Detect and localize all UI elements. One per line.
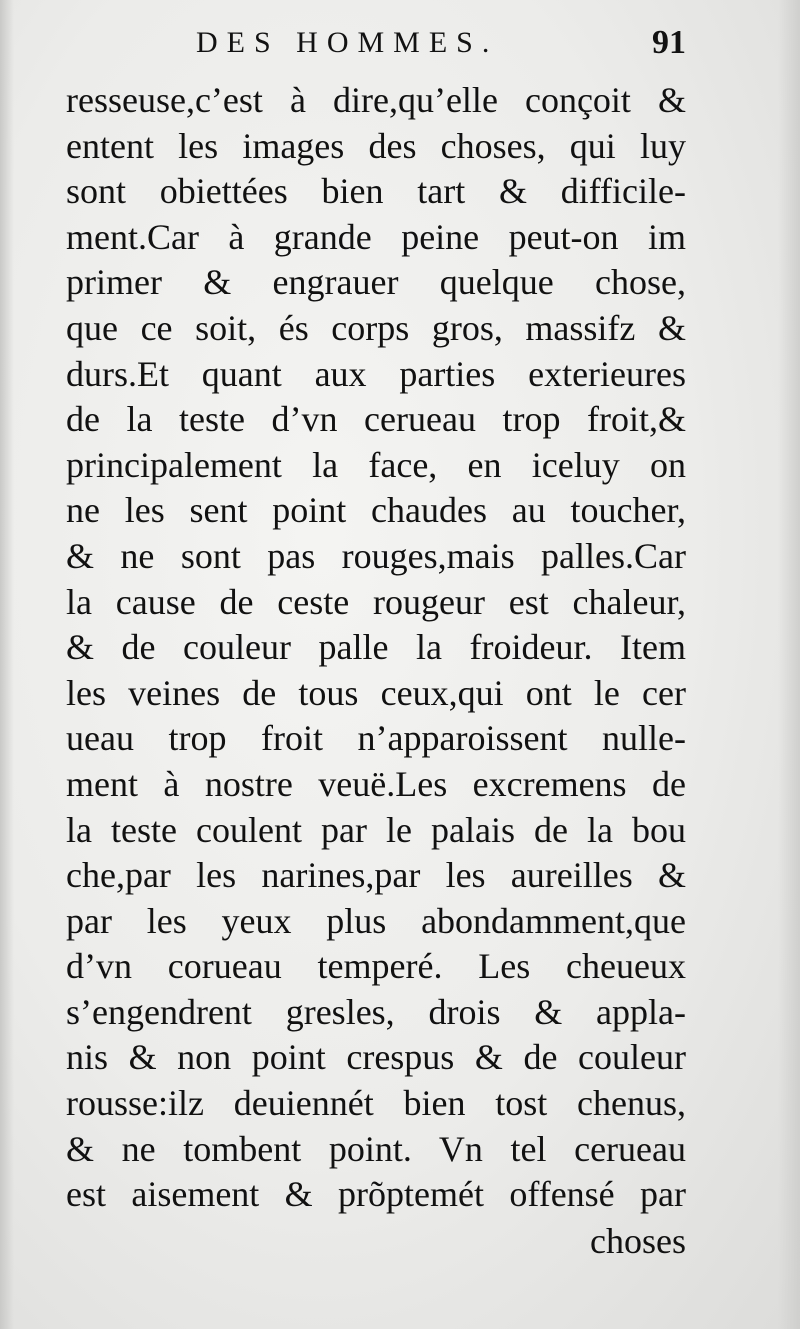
page-header	[66, 22, 686, 72]
text-line: de la teste d’vn cerueau trop froit,&	[66, 399, 686, 440]
text-line: les veines de tous ceux,qui ont le cer	[66, 672, 686, 713]
text-line: entent les images des choses, qui luy	[66, 125, 686, 166]
text-line: resseuse,c’est à dire,qu’elle conçoit &	[66, 80, 686, 120]
text-line: & ne tombent point. Vn tel cerueau	[66, 1128, 686, 1169]
text-line: ne les sent point chaudes au toucher,	[66, 490, 686, 531]
text-line: primer & engrauer quelque chose,	[66, 262, 686, 303]
text-line: la cause de ceste rougeur est chaleur,	[66, 581, 686, 622]
text-line: ment à nostre veuë.Les excremens de	[66, 763, 686, 804]
text-line: principalement la face, en iceluy on	[66, 444, 686, 485]
text-line: ment.Car à grande peine peut-on im	[66, 216, 686, 257]
text-line: est aisement & prõptemét offensé par	[66, 1174, 686, 1215]
text-line: d’vn corueau temperé. Les cheueux	[66, 946, 686, 987]
page-number: 91	[652, 24, 686, 61]
catchword: choses	[590, 1221, 686, 1261]
text-line: la teste coulent par le palais de la bou	[66, 809, 686, 850]
text-line: par les yeux plus abondamment,que	[66, 900, 686, 941]
text-line: sont obiettées bien tart & difficile-	[66, 171, 686, 212]
text-line: & ne sont pas rouges,mais palles.Car	[66, 535, 686, 576]
body-text	[66, 78, 686, 1218]
text-line: nis & non point crespus & de couleur	[66, 1037, 686, 1078]
page-edge-right	[778, 0, 800, 1329]
text-line: & de couleur palle la froideur. Item	[66, 627, 686, 668]
text-line: que ce soit, és corps gros, massifz &	[66, 307, 686, 348]
text-line: ueau trop froit n’apparoissent nulle-	[66, 718, 686, 759]
page-edge-left	[0, 0, 14, 1329]
text-line: s’engendrent gresles, drois & appla-	[66, 991, 686, 1032]
text-line: rousse:ilz deuiennét bien tost chenus,	[66, 1083, 686, 1124]
text-line: che,par les narines,par les aureilles &	[66, 855, 686, 896]
text-line: durs.Et quant aux parties exterieures	[66, 353, 686, 394]
running-head: DES HOMMES.	[196, 26, 499, 59]
